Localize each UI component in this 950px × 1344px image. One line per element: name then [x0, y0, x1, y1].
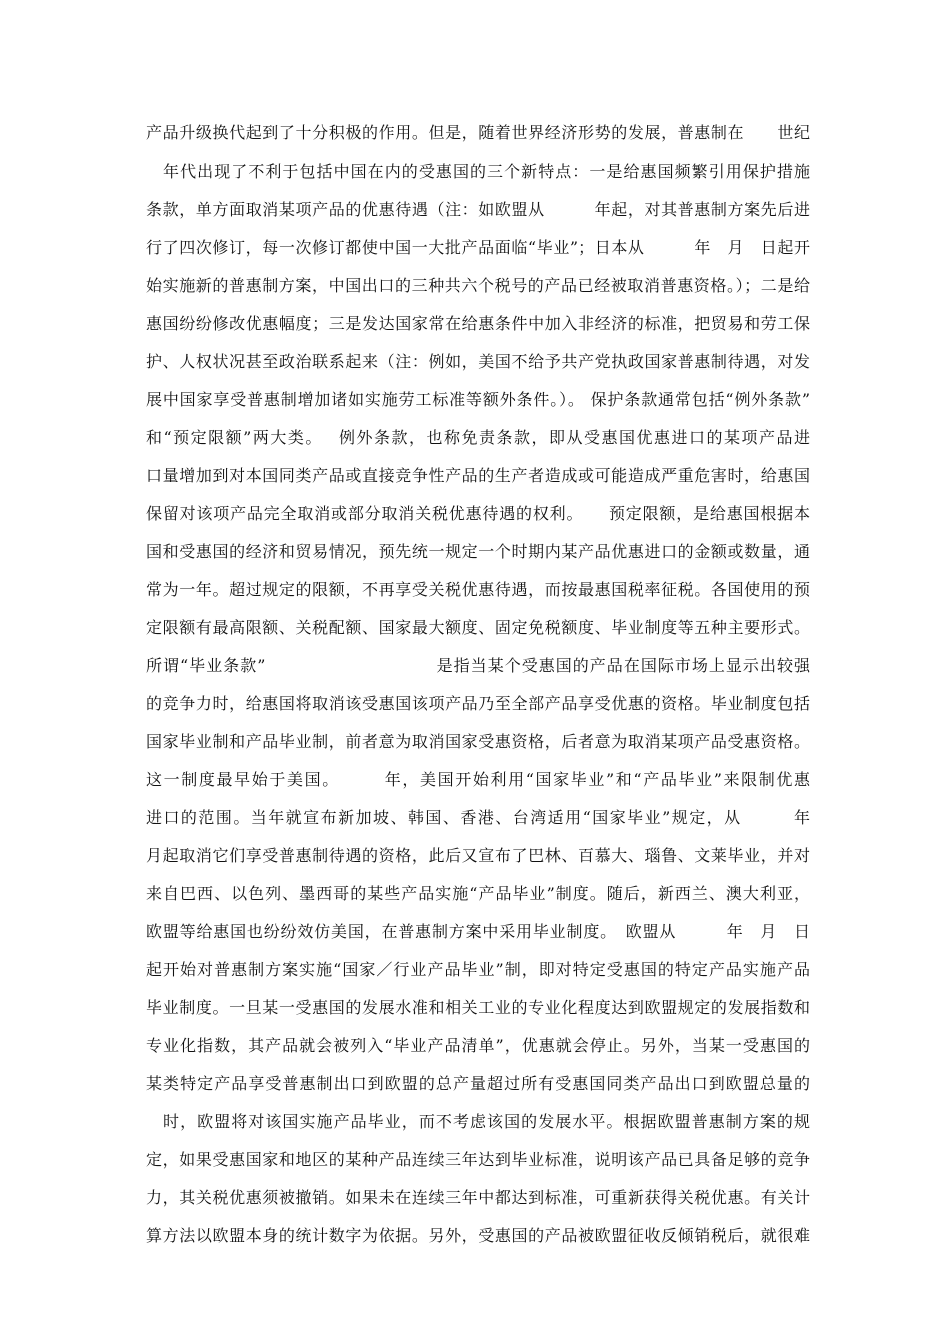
- text-line: 护、人权状况甚至政治联系起来（注：例如，美国不给予共产党执政国家普惠制待遇，对发: [146, 352, 810, 371]
- text-line: 力，其关税优惠须被撤销。如果未在连续三年中都达到标准，可重新获得关税优惠。有关计: [146, 1188, 810, 1207]
- text-line: 进口的范围。当年就宣布新加坡、韩国、香港、台湾适用“国家毕业”规定，从 年: [146, 808, 810, 827]
- text-line: 的竞争力时，给惠国将取消该受惠国该项产品乃至全部产品享受优惠的资格。毕业制度包括: [146, 694, 810, 713]
- text-line: 欧盟等给惠国也纷纷效仿美国，在普惠制方案中采用毕业制度。 欧盟从 年 月 日: [146, 922, 810, 941]
- text-line: 产品升级换代起到了十分积极的作用。但是，随着世界经济形势的发展，普惠制在 世纪: [146, 123, 810, 142]
- text-line: 定限额有最高限额、关税配额、国家最大额度、固定免税额度、毕业制度等五种主要形式。: [146, 618, 810, 637]
- text-line: 某类特定产品享受普惠制出口到欧盟的总产量超过所有受惠国同类产品出口到欧盟总量的: [146, 1074, 810, 1093]
- text-line: 国和受惠国的经济和贸易情况，预先统一规定一个时期内某产品优惠进口的金额或数量，通: [146, 542, 810, 561]
- text-line: 展中国家享受普惠制增加诸如实施劳工标准等额外条件。）。 保护条款通常包括“例外条款”: [146, 390, 810, 409]
- text-line: 毕业制度。一旦某一受惠国的发展水准和相关工业的专业化程度达到欧盟规定的发展指数和: [146, 998, 810, 1017]
- text-line: 月起取消它们享受普惠制待遇的资格，此后又宣布了巴林、百慕大、瑙鲁、文莱毕业，并对: [146, 846, 810, 865]
- text-line: 来自巴西、以色列、墨西哥的某些产品实施“产品毕业”制度。随后，新西兰、澳大利亚，: [146, 884, 810, 903]
- text-line: 年代出现了不利于包括中国在内的受惠国的三个新特点：一是给惠国频繁引用保护措施: [146, 162, 810, 181]
- text-line: 条款，单方面取消某项产品的优惠待遇（注：如欧盟从 年起，对其普惠制方案先后进: [146, 200, 810, 219]
- text-line: 这一制度最早始于美国。 年，美国开始利用“国家毕业”和“产品毕业”来限制优惠: [146, 770, 810, 789]
- text-line: 定，如果受惠国家和地区的某种产品连续三年达到毕业标准，说明该产品已具备足够的竞争: [146, 1150, 810, 1169]
- text-line: 始实施新的普惠制方案，中国出口的三种共六个税号的产品已经被取消普惠资格。）；二是给: [146, 276, 810, 295]
- text-line: 起开始对普惠制方案实施“国家／行业产品毕业”制，即对特定受惠国的特定产品实施产品: [146, 960, 810, 979]
- text-line: 专业化指数，其产品就会被列入“毕业产品清单”，优惠就会停止。另外，当某一受惠国的: [146, 1036, 810, 1055]
- text-line: 行了四次修订，每一次修订都使中国一大批产品面临“毕业”；日本从 年 月 日起开: [146, 238, 810, 257]
- text-line: 惠国纷纷修改优惠幅度；三是发达国家常在给惠条件中加入非经济的标准，把贸易和劳工保: [146, 314, 810, 333]
- text-line: 常为一年。超过规定的限额，不再享受关税优惠待遇，而按最惠国税率征税。各国使用的预: [146, 580, 810, 599]
- text-line: 口量增加到对本国同类产品或直接竞争性产品的生产者造成或可能造成严重危害时，给惠国: [146, 466, 810, 485]
- text-line: 所谓“毕业条款” 是指当某个受惠国的产品在国际市场上显示出较强: [146, 656, 810, 675]
- text-line: 国家毕业制和产品毕业制，前者意为取消国家受惠资格，后者意为取消某项产品受惠资格。: [146, 732, 810, 751]
- text-line: 算方法以欧盟本身的统计数字为依据。另外，受惠国的产品被欧盟征收反倾销税后，就很难: [146, 1226, 810, 1245]
- text-line: 保留对该项产品完全取消或部分取消关税优惠待遇的权利。 预定限额，是给惠国根据本: [146, 504, 810, 523]
- text-line: 和“预定限额”两大类。 例外条款，也称免责条款，即从受惠国优惠进口的某项产品进: [146, 428, 810, 447]
- text-line: 时，欧盟将对该国实施产品毕业，而不考虑该国的发展水平。根据欧盟普惠制方案的规: [146, 1112, 810, 1131]
